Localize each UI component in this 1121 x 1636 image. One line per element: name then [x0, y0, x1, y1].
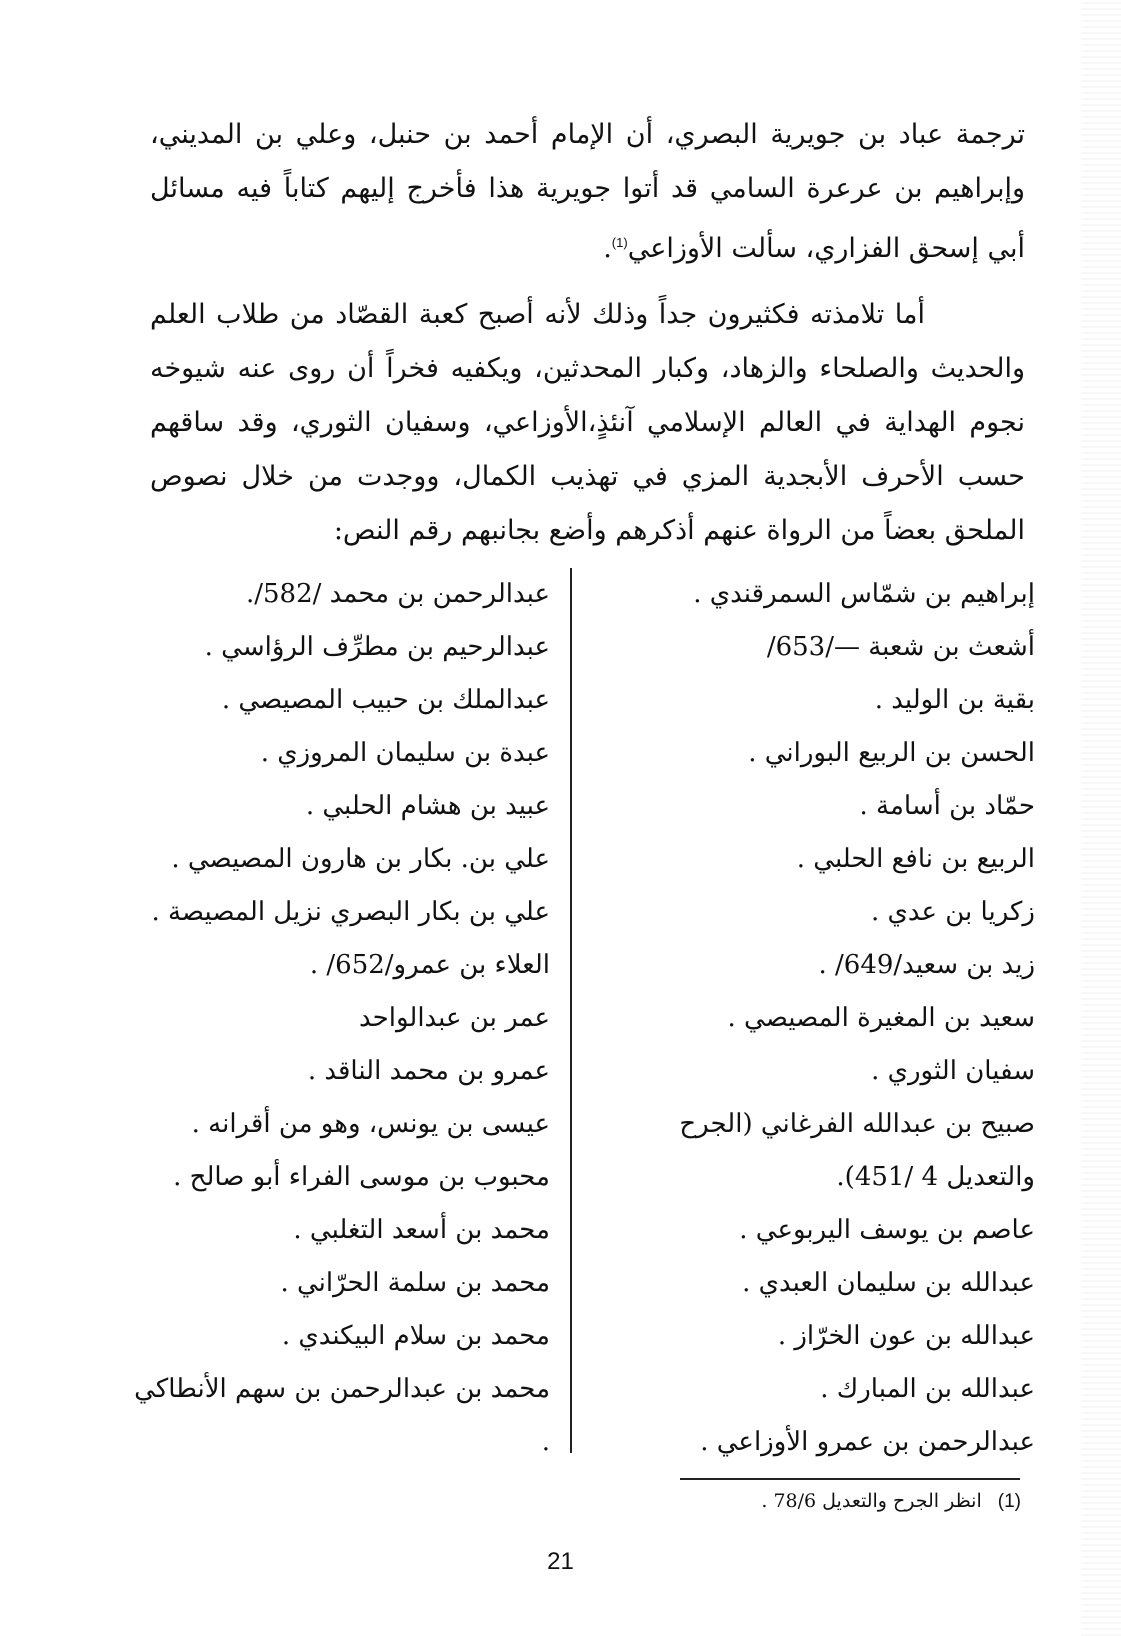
list-item: سعيد بن المغيرة المصيصي . — [727, 1003, 1035, 1033]
list-item: عمر بن عبدالواحد — [359, 1003, 550, 1033]
list-item: محمد بن سلمة الحرّاني . — [280, 1268, 550, 1298]
list-item: أشعث بن شعبة —/653/ — [766, 632, 1035, 662]
list-item: عبدالرحيم بن مطرِّف الرؤاسي . — [204, 632, 550, 662]
list-item: عبدالرحمن بن عمرو الأوزاعي . — [700, 1427, 1035, 1457]
paragraph-1-line-1: ترجمة عباد بن جويرية البصري، أن الإمام أحمد بن حنبل، وعلي بن المديني، — [150, 119, 1025, 150]
column-divider — [570, 568, 572, 1453]
page-number: 21 — [547, 1548, 574, 1575]
narrators-right-column — [615, 568, 1035, 1469]
paragraph-2: أما تلامذته فكثيرون جداً وذلك لأنه أصبح كعبة القصّاد من طلاب العلم والحديث والصلحاء والزهاد، وكبار المحدثين، ويكفيه فخراً أن روى عنه شيوخه نجوم الهداية في العالم الإسلامي آنئذٍ،الأوزاعي، وسفيان الثوري، وقد ساقهم حسب الأحرف الأبجدية المزي في تهذيب الكمال، ووجدت من خلال نصوص الملحق بعضاً من الرواة عنهم أذكرهم وأضع بجانبهم رقم النص: — [150, 299, 1025, 546]
footnote-reference[interactable]: (1) — [611, 235, 628, 250]
list-item: عبدالرحمن بن محمد /582/. — [245, 579, 550, 609]
list-item: محبوب بن موسى الفراء أبو صالح . — [173, 1162, 550, 1192]
list-item: سفيان الثوري . — [871, 1056, 1035, 1086]
list-item: عبدالملك بن حبيب المصيصي . — [221, 685, 550, 715]
paragraph-1 — [150, 108, 1025, 276]
paragraph-1-end: . — [603, 233, 612, 264]
paragraph-1-line-2: وإبراهيم بن عرعرة السامي قد أتوا جويرية هذا فأخرج إليهم كتاباً فيه مسائل أبي — [150, 173, 1025, 264]
narrators-list — [130, 568, 1035, 1458]
list-item: عبيد بن هشام الحلبي . — [305, 791, 550, 821]
list-item: زيد بن سعيد/649/ . — [818, 950, 1035, 980]
footnote — [761, 1486, 1021, 1517]
narrators-left-column — [130, 568, 550, 1469]
list-item: محمد بن عبدالرحمن بن سهم الأنطاكي . — [134, 1374, 550, 1457]
list-item: الربيع بن نافع الحلبي . — [796, 844, 1035, 874]
list-item: عيسى بن يونس، وهو من أقرانه . — [191, 1109, 550, 1139]
list-item: صبيح بن عبدالله الفرغاني (الجرح والتعديل 4 /451). — [679, 1109, 1035, 1192]
list-item: عاصم بن يوسف اليربوعي . — [739, 1215, 1035, 1245]
list-item: بقية بن الوليد . — [874, 685, 1035, 715]
scan-edge — [1081, 0, 1121, 1636]
list-item: عبدالله بن المبارك . — [820, 1374, 1035, 1404]
list-item: حمّاد بن أسامة . — [859, 791, 1035, 821]
list-item: عبدالله بن سليمان العبدي . — [742, 1268, 1035, 1298]
footnote-number: (1) — [997, 1491, 1021, 1512]
footnote-separator — [680, 1478, 1020, 1480]
list-item: عبدة بن سليمان المروزي . — [260, 738, 550, 768]
list-item: العلاء بن عمرو/652/ . — [309, 950, 550, 980]
list-item: محمد بن أسعد التغلبي . — [293, 1215, 550, 1245]
paragraph-1-line-3: إسحق الفزاري، سألت الأوزاعي — [627, 233, 979, 264]
list-item: علي بن بكار البصري نزيل المصيصة . — [151, 897, 550, 927]
list-item: علي بن. بكار بن هارون المصيصي . — [171, 844, 550, 874]
list-item: زكريا بن عدي . — [870, 897, 1035, 927]
list-item: الحسن بن الربيع البوراني . — [748, 738, 1035, 768]
list-item: محمد بن سلام البيكندي . — [281, 1321, 550, 1351]
list-item: عبدالله بن عون الخرّاز . — [777, 1321, 1035, 1351]
footnote-text: انظر الجرح والتعديل 78/6 . — [761, 1490, 982, 1512]
body-text — [150, 108, 1025, 570]
list-item: عمرو بن محمد الناقد . — [307, 1056, 550, 1086]
list-item: إبراهيم بن شمّاس السمرقندي . — [693, 579, 1035, 609]
